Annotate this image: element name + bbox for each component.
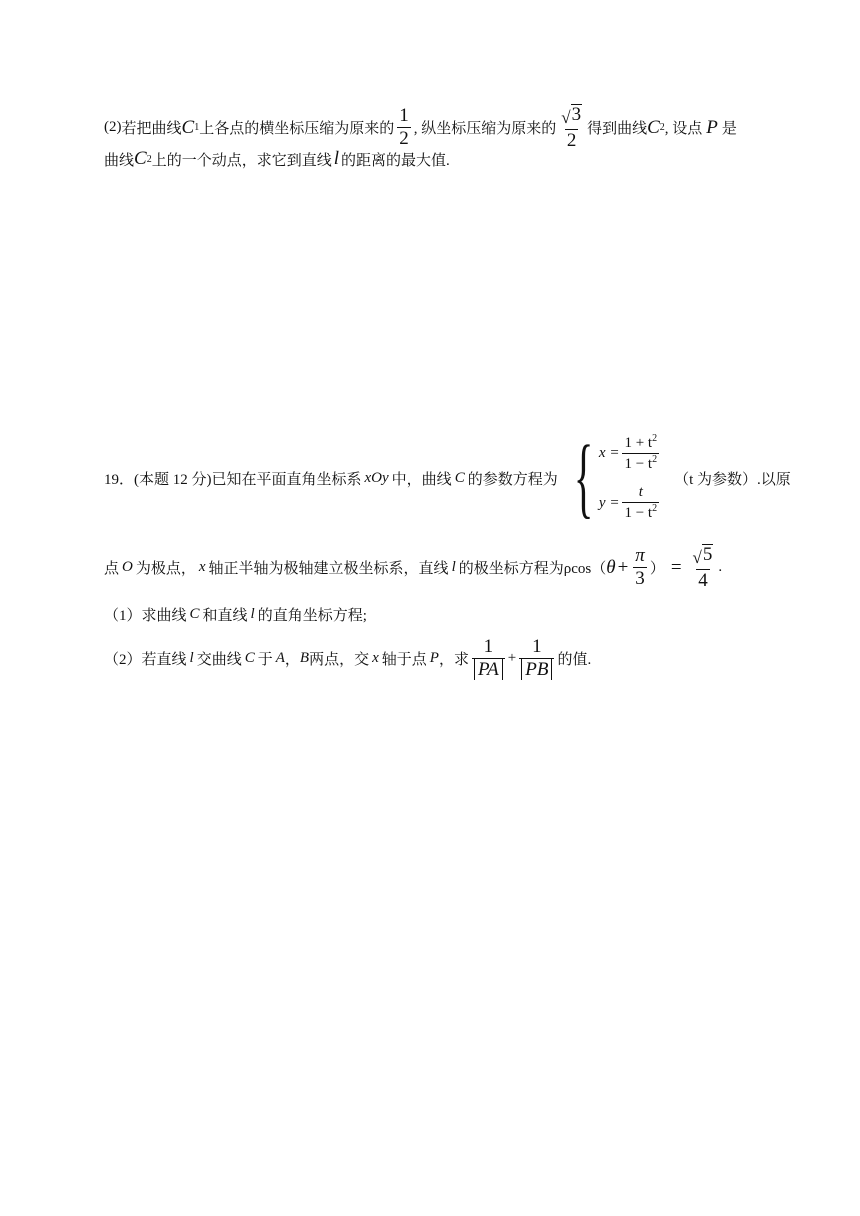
numerator: √ 3 (561, 104, 582, 127)
one-over-pb (519, 636, 554, 681)
pi-over-3 (633, 545, 647, 590)
point-symbol: P (706, 116, 718, 138)
y-fraction (622, 484, 659, 522)
numerator (622, 433, 659, 452)
q19-sub1 (104, 604, 367, 625)
pole-symbol: O (122, 559, 133, 576)
text: 1 − t (624, 504, 653, 521)
abs-pb: PB (521, 659, 552, 680)
text: ） (649, 561, 665, 578)
plus-sign: + (617, 556, 629, 578)
text: 是 (721, 121, 737, 138)
denominator: 4 (698, 569, 708, 591)
radicand: 3 (571, 104, 582, 125)
line-symbol: l (189, 649, 194, 666)
line-symbol: l (451, 559, 456, 576)
text: 的参数方程为 (467, 471, 558, 488)
numerator: 1 (399, 105, 409, 127)
denominator (472, 658, 505, 681)
text: 的直角坐标方程; (257, 608, 367, 624)
point-a: A (275, 649, 285, 666)
parametric-system (562, 428, 662, 528)
text: 交曲线 (196, 651, 242, 668)
text: (本题 12 分)已知在平面直角坐标系 (134, 471, 362, 488)
text: （1）求曲线 (104, 608, 187, 624)
curve-symbol: C (189, 606, 200, 622)
curve-symbol: C (181, 116, 195, 138)
text: , 设点 (664, 121, 703, 138)
axis-symbol: x (372, 649, 379, 666)
text: 于 (257, 651, 273, 668)
radicand: 5 (702, 544, 713, 565)
text: . (718, 559, 723, 576)
exponent: 2 (652, 502, 658, 514)
axis-symbol: x (198, 559, 206, 576)
numerator: π (635, 545, 645, 567)
text: 点 (104, 561, 120, 578)
text: 若把曲线 (121, 121, 182, 138)
fraction-sqrt3-over-2 (559, 104, 584, 152)
text: ， (284, 651, 300, 668)
text: 的极坐标方程为ρcos（ (458, 561, 607, 578)
numerator: 1 (483, 636, 494, 657)
question-number: 19． (104, 471, 135, 488)
numerator: √ 5 (692, 544, 713, 567)
text: 得到曲线 (587, 121, 648, 138)
sqrt5-over-4 (691, 544, 716, 592)
point-b: B (299, 649, 310, 666)
curve-symbol: C (134, 148, 147, 169)
text: 和直线 (202, 608, 248, 624)
left-brace: { (573, 428, 594, 527)
text: 轴于点 (381, 651, 427, 668)
denominator: 3 (635, 568, 645, 590)
text: 为极点， (135, 561, 196, 578)
denominator (519, 658, 554, 681)
text: , 纵坐标压缩为原来的 (413, 121, 557, 138)
prev-part2-line2 (104, 148, 450, 170)
q19-sub2 (104, 636, 591, 681)
text: 的距离的最大值. (341, 152, 450, 169)
lhs: y = (598, 494, 620, 511)
fraction-one-half (397, 105, 411, 150)
equals-sign: = (670, 556, 682, 578)
subscript: 2 (146, 153, 152, 165)
x-equation (599, 428, 662, 478)
q19-line1 (104, 428, 791, 528)
subscript: 1 (194, 122, 200, 134)
plus-sign: + (507, 649, 517, 666)
numerator: 1 (532, 636, 542, 657)
text: 曲线 (104, 152, 135, 169)
coord-system: xOy (364, 469, 389, 486)
curve-symbol: C (647, 116, 660, 138)
denominator (622, 502, 659, 522)
text: 上的一个动点，求它到直线 (151, 152, 332, 169)
text: 1 − t (624, 455, 653, 472)
text: 轴正半轴为极轴建立极坐标系，直线 (208, 561, 449, 578)
y-equation (599, 478, 662, 528)
prev-part2-line1 (104, 104, 737, 152)
theta-symbol: θ (606, 556, 616, 578)
line-symbol: l (333, 148, 339, 169)
text: ，求 (438, 651, 469, 668)
text: （2）若直线 (104, 651, 187, 668)
line-symbol: l (250, 606, 255, 622)
lhs: x = (598, 444, 620, 461)
q19-line2 (104, 544, 722, 592)
abs-pa: PA (474, 659, 503, 680)
one-over-pa (472, 636, 505, 681)
text: 上各点的横坐标压缩为原来的 (199, 121, 395, 138)
subscript: 2 (659, 122, 665, 134)
text: 1 + t (624, 435, 653, 452)
x-fraction (622, 433, 659, 473)
curve-symbol: C (454, 469, 465, 486)
text: （t 为参数）.以原 (674, 471, 791, 488)
text: 中，曲线 (391, 471, 452, 488)
prev-part2-label: (2) (104, 119, 122, 136)
curve-symbol: C (244, 649, 255, 666)
point-p: P (429, 649, 439, 666)
text: 的值. (557, 651, 592, 668)
exponent: 2 (652, 433, 658, 445)
exponent: 2 (652, 453, 658, 465)
denominator (622, 453, 659, 473)
denominator: 2 (566, 129, 577, 151)
equation-rows (599, 428, 662, 528)
denominator: 2 (399, 128, 409, 150)
numerator: t (638, 484, 643, 501)
text: 两点，交 (309, 651, 370, 668)
